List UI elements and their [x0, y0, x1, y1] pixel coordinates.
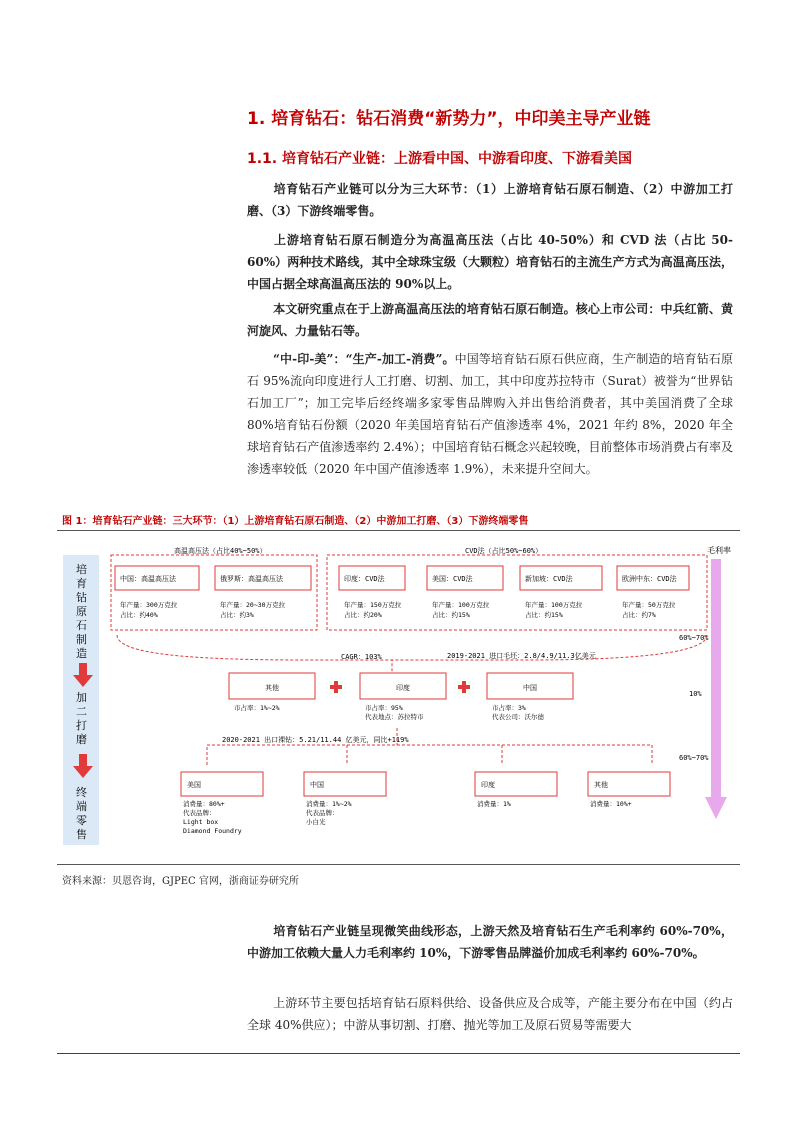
- downstream-box: [304, 772, 386, 826]
- upstream-box: [520, 566, 602, 619]
- upstream-box-name: 欧洲中东：CVD法: [622, 575, 677, 583]
- side-upstream-char: 钻: [76, 591, 87, 604]
- side-midstream-char: 磨: [76, 733, 87, 746]
- side-midstream-char: 打: [76, 719, 87, 732]
- downstream-box-name: 美国: [187, 781, 201, 789]
- upstream-box-output: 年产量：100万克拉: [525, 601, 583, 609]
- downstream-box-name: 中国: [310, 781, 324, 789]
- downstream-box-line: 消费量：1%~2%: [306, 800, 352, 808]
- margin-label: 毛利率: [707, 546, 731, 555]
- margin-value-downstream: 60%~70%: [679, 754, 709, 762]
- cvd-label: CVD法（占比50%~60%）: [465, 547, 543, 555]
- downstream-boxes: [181, 772, 670, 835]
- paragraph-2: 上游培育钻石原石制造分为高温高压法（占比 40-50%）和 CVD 法（占比 50-60%）两种技术路线，其中全球珠宝级（大颗粒）培育钻石的主流生产方式为高温高压法，中国占据全球高温高压法的 90%以上。: [247, 233, 733, 291]
- export-note: 2019-2021 进口毛坯：2.8/4.9/11.3亿美元: [447, 652, 596, 660]
- midstream-box-share: 市占率：1%~2%: [234, 704, 280, 712]
- upstream-box: [617, 566, 689, 619]
- side-upstream-char: 原: [76, 605, 87, 618]
- figure-bottom-rule: [57, 864, 740, 865]
- side-downstream-char: 零: [76, 814, 87, 827]
- midstream-box-name: 其他: [265, 684, 279, 692]
- upstream-boxes: [115, 566, 689, 619]
- upstream-box-name: 印度：CVD法: [344, 575, 385, 583]
- midstream-box-name: 中国: [523, 684, 537, 692]
- paragraph-3: 本文研究重点在于上游高温高压法的培育钻石原石制造。核心上市公司：中兵红箭、黄河旋风、力量钻石等。: [247, 302, 733, 338]
- downstream-box-line: 消费量：80%+: [183, 800, 225, 808]
- figure-top-rule: [57, 530, 740, 531]
- plus-icon: [330, 681, 342, 693]
- side-midstream-char: 加: [76, 691, 87, 704]
- side-downstream-char: 端: [76, 800, 87, 813]
- downstream-box-name: 其他: [594, 781, 608, 789]
- hpht-label: 高温高压法（占比40%~50%）: [174, 547, 267, 555]
- trade-note: 2020-2021 出口裸钻：5.21/11.44 亿美元，同比+119%: [222, 736, 409, 744]
- upstream-box-name: 俄罗斯：高温高压法: [220, 575, 283, 583]
- upstream-box-output: 年产量：20~30万克拉: [220, 601, 286, 609]
- upstream-box: [115, 566, 199, 619]
- margin-value-midstream: 10%: [689, 690, 702, 698]
- midstream-box-rep: 代表地点：苏拉特市: [365, 713, 424, 721]
- side-upstream-label: [76, 563, 87, 660]
- margin-arrow-head-icon: [705, 797, 727, 819]
- upstream-box-share: 占比：约20%: [344, 611, 382, 619]
- downstream-box-line: 消费量：10%+: [590, 800, 632, 808]
- subsection-heading: 1.1. 培育钻石产业链：上游看中国、中游看印度、下游看美国: [247, 151, 632, 167]
- side-upstream-char: 造: [76, 647, 87, 660]
- section-heading: 1. 培育钻石：钻石消费“新势力”，中印美主导产业链: [247, 109, 651, 129]
- side-midstream-char: 二: [76, 705, 87, 718]
- upstream-box-output: 年产量：100万克拉: [432, 601, 490, 609]
- page-bottom-rule: [57, 1053, 740, 1054]
- upstream-box: [215, 566, 311, 619]
- margin-arrow-shaft: [711, 559, 721, 799]
- upstream-box: [427, 566, 503, 619]
- upstream-box: [339, 566, 405, 619]
- midstream-box: [360, 673, 446, 721]
- cagr-label: CAGR：103%: [341, 653, 382, 661]
- midstream-box: [229, 673, 315, 712]
- paragraph-6: 上游环节主要包括培育钻石原料供给、设备供应及合成等，产能主要分布在中国（约占全球 40%供应）；中游从事切割、打磨、抛光等加工及原石贸易等需要大: [247, 996, 733, 1032]
- upstream-box-share: 占比：约15%: [525, 611, 563, 619]
- side-downstream-char: 售: [76, 828, 87, 841]
- downstream-box: [181, 772, 263, 835]
- side-upstream-char: 育: [76, 577, 87, 590]
- downstream-connector: [207, 728, 652, 765]
- side-downstream-char: 终: [76, 786, 87, 799]
- midstream-box-share: 市占率：3%: [492, 704, 526, 712]
- upstream-box-share: 占比：约40%: [120, 611, 158, 619]
- upstream-box-share: 占比：约7%: [622, 611, 656, 619]
- industry-chain-diagram: [57, 535, 740, 865]
- midstream-box-share: 市占率：95%: [365, 704, 403, 712]
- side-upstream-char: 石: [76, 619, 87, 632]
- downstream-box: [588, 772, 670, 808]
- side-downstream-label: [76, 786, 87, 841]
- figure-title: 图 1：培育钻石产业链：三大环节：（1）上游培育钻石原石制造、（2）中游加工打磨、（3）下游终端零售: [62, 516, 529, 527]
- downstream-box-name: 印度: [481, 781, 495, 789]
- upstream-box-share: 占比：约15%: [432, 611, 470, 619]
- figure-source: 资料来源：贝恩咨询，GJPEC 官网，浙商证券研究所: [62, 876, 299, 887]
- paragraph-1: 培育钻石产业链可以分为三大环节：（1）上游培育钻石原石制造、（2）中游加工打磨、（3）下游终端零售。: [247, 182, 733, 218]
- plus-icon: [458, 681, 470, 693]
- upstream-box-share: 占比：约3%: [220, 611, 254, 619]
- midstream-box: [487, 673, 573, 721]
- paragraph-4: “中-印-美”：“生产-加工-消费”。中国等培育钻石原石供应商，生产制造的培育钻石原石 95%流向印度进行人工打磨、切割、加工，其中印度苏拉特市（Surat）被誉为“世界钻石加工厂”；加工完毕后经终端多家零售品牌购入并出售给消费者，其中美国消费了全球 80%培育钻石份额（2020 年美国培育钻石产值渗透率 4%，2021 年约 8%，2020 年全球培育钻石产值渗透率约 2.4%）；中国培育钻石概念兴起较晚，目前整体市场消费占有率及渗透率较低（2020 年中国产值渗透率 1.9%），未来提升空间大。: [247, 352, 733, 476]
- downstream-box-line: 消费量：1%: [477, 800, 511, 808]
- upstream-box-name: 美国：CVD法: [432, 575, 473, 583]
- side-upstream-char: 培: [76, 563, 87, 576]
- upstream-box-output: 年产量：50万克拉: [622, 601, 676, 609]
- downstream-box-line: Light box: [183, 818, 219, 826]
- downstream-box-line: 代表品牌：: [306, 809, 339, 817]
- midstream-boxes: [229, 673, 573, 721]
- side-upstream-char: 制: [76, 633, 87, 646]
- midstream-box-rep: 代表公司：沃尔德: [492, 713, 544, 721]
- downstream-box: [475, 772, 557, 808]
- margin-value-upstream: 60%~70%: [679, 634, 709, 642]
- midstream-box-name: 印度: [396, 684, 410, 692]
- upstream-box-name: 中国：高温高压法: [120, 575, 176, 583]
- downstream-box-line: Diamond Foundry: [183, 827, 242, 835]
- downstream-box-line: 小白光: [306, 818, 326, 826]
- paragraph-5: 培育钻石产业链呈现微笑曲线形态，上游天然及培育钻石生产毛利率约 60%-70%，中游加工依赖大量人力毛利率约 10%，下游零售品牌溢价加成毛利率约 60%-70%。: [247, 924, 733, 960]
- upstream-box-output: 年产量：300万克拉: [120, 601, 178, 609]
- upstream-box-output: 年产量：150万克拉: [344, 601, 402, 609]
- upstream-box-name: 新加坡：CVD法: [525, 575, 573, 583]
- downstream-box-line: 代表品牌：: [183, 809, 216, 817]
